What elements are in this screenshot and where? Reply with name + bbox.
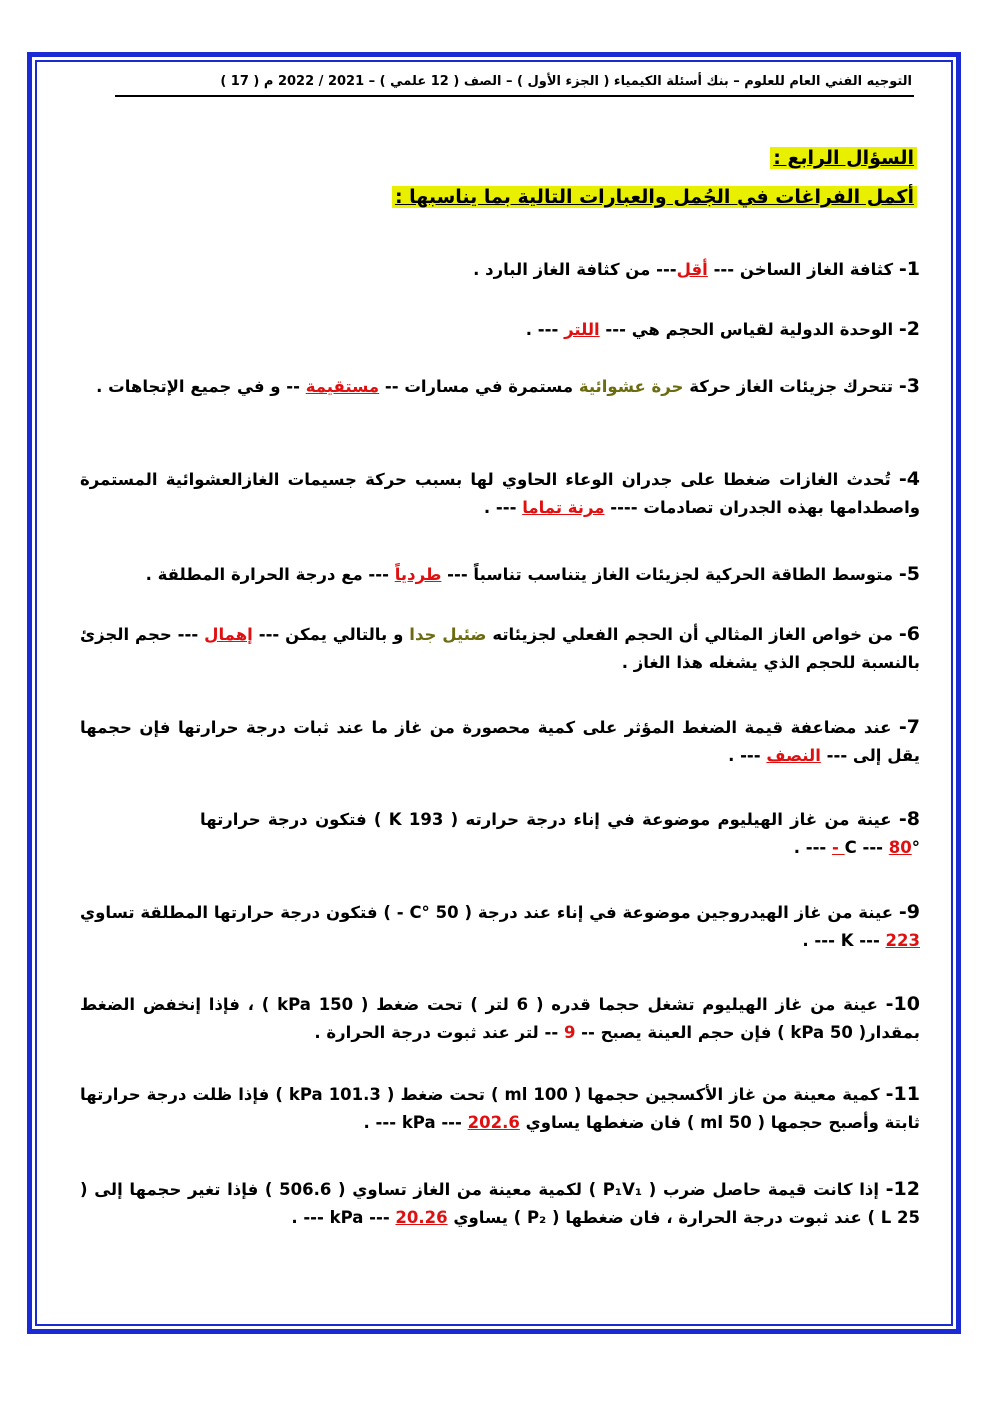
item-12: 12- إذا كانت قيمة حاصل ضرب ( P₁V₁ ) لكمية معينة من الغاز تساوي ( 506.6 ) فإذا تغير حجمها إلى ( 25 L ) عند ثبوت درجة الحرارة ، فان ضغطها ( P₂ ) يساوي kPa --- 20.26 --- . xyxy=(80,1178,920,1227)
item-1: 1- كثافة الغاز الساخن --- أقل--- من كثافة الغاز البارد . xyxy=(473,258,920,280)
item-9: 9- عينة من غاز الهيدروجين موضوعة في إناء عند درجة ( 50 °C - ) فتكون درجة حرارتها المطلقة تساوي K --- 223 --- . xyxy=(80,901,921,950)
item-3: 3- تتحرك جزيئات الغاز حركة حرة عشوائية مستمرة في مسارات -- مستقيمة -- و في جميع الإتجاهات . xyxy=(96,375,920,397)
header-divider xyxy=(115,95,914,97)
item-4: 4- تُحدث الغازات ضغطا على جدران الوعاء الحاوي لها بسبب حركة جسيمات الغازالعشوائية المستمرة واصطدامها بهذه الجدران تصادمات ---- مرنة تماما --- . xyxy=(80,468,920,517)
item-7: 7- عند مضاعفة قيمة الضغط المؤثر على كمية محصورة من غاز ما عند ثبات درجة حرارتها فإن حجمها يقل إلى --- النصف --- . xyxy=(80,716,920,765)
item-2: 2- الوحدة الدولية لقياس الحجم هي --- اللتر --- . xyxy=(525,318,920,340)
item-11: 11- كمية معينة من غاز الأكسجين حجمها ( 100 ml ) تحت ضغط ( 101.3 kPa ) فإذا ظلت درجة حرارتها ثابتة وأصبح حجمها ( 50 ml ) فان ضغطها يساوي kPa --- 202.6 --- . xyxy=(80,1083,920,1132)
item-10: 10- عينة من غاز الهيليوم تشغل حجما قدره ( 6 لتر ) تحت ضغط ( 150 kPa ) ، فإذا إنخفض الضغط بمقدار( 50 kPa ) فإن حجم العينة يصبح -- 9 -- لتر عند ثبوت درجة الحرارة . xyxy=(80,993,920,1042)
page-header: التوجيه الفني العام للعلوم – بنك أسئلة الكيمياء ( الجزء الأول ) – الصف ( 12 علمي ) – 2021 / 2022 م ( 17 ) xyxy=(220,74,912,89)
item-5: 5- متوسط الطاقة الحركية لجزيئات الغاز يتناسب تناسباً --- طردياً --- مع درجة الحرارة المطلقة . xyxy=(145,563,920,585)
instruction: أكمل الفراغات في الجُمل والعبارات التالية بما يناسبها : xyxy=(392,186,917,208)
item-6: 6- من خواص الغاز المثالي أن الحجم الفعلي لجزيئاته ضئيل جدا و بالتالي يمكن --- إهمال --- حجم الجزئ بالنسبة للحجم الذي يشغله هذا الغاز . xyxy=(80,623,920,672)
item-8: 8- عينة من غاز الهيليوم موضوعة في إناء درجة حرارته ( 193 K ) فتكون درجة حرارتها °C --- 80 - --- . xyxy=(200,808,921,857)
question-title: السؤال الرابع : xyxy=(770,147,917,169)
